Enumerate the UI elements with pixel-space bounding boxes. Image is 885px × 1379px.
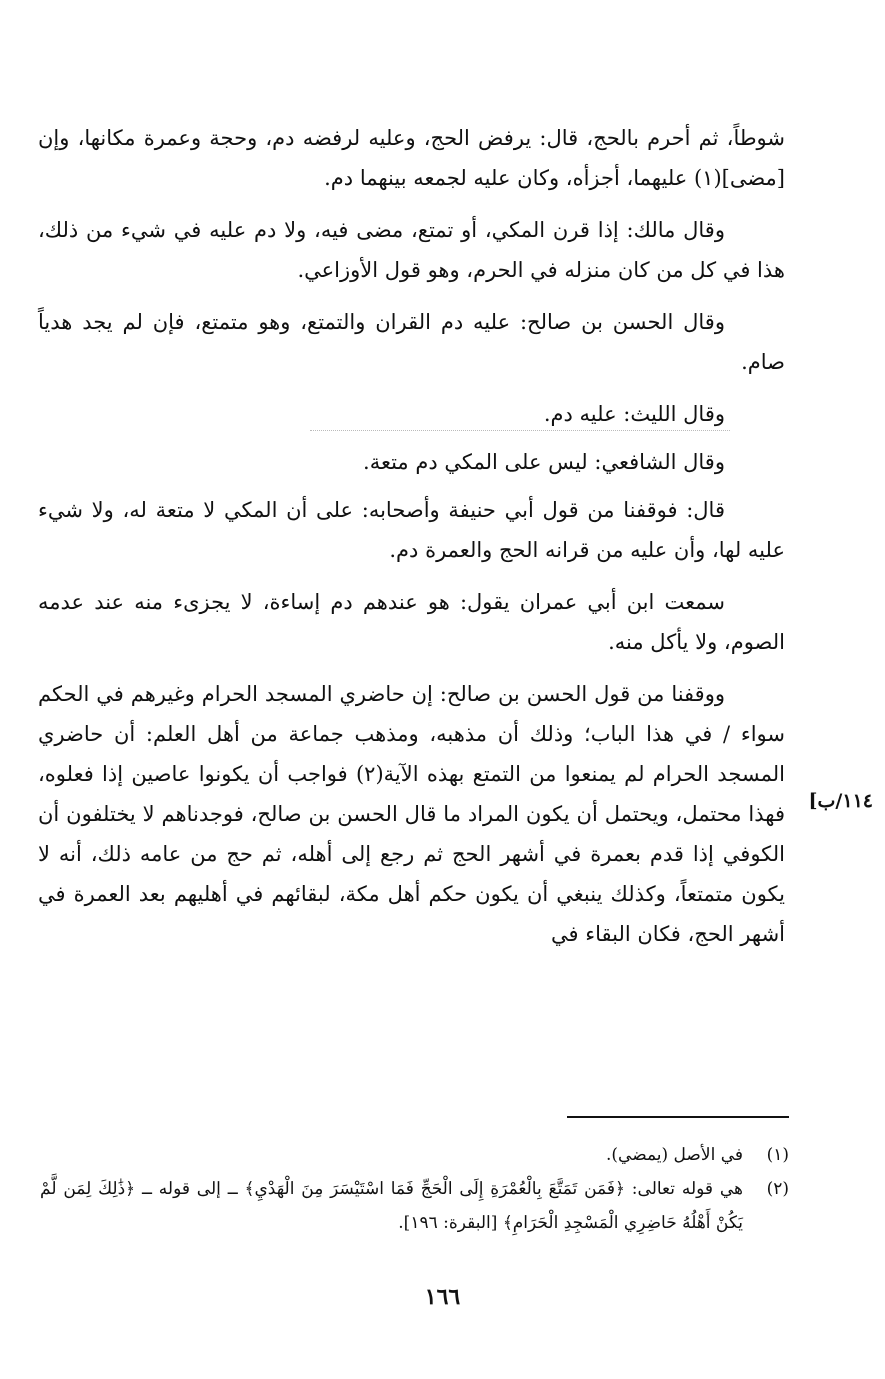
- footnote-separator: [567, 1116, 789, 1118]
- footnote-2: [40, 1172, 789, 1240]
- main-text: [38, 118, 785, 966]
- margin-folio-note: ١١٤/ب]: [808, 790, 873, 812]
- paragraph-5: وقال الشافعي: ليس على المكي دم متعة.: [363, 450, 725, 474]
- paragraph-7: سمعت ابن أبي عمران يقول: هو عندهم دم إساءة، لا يجزىء منه عند عدمه الصوم، ولا يأكل منه.: [38, 590, 785, 654]
- footnote-text: هي قوله تعالى: ﴿فَمَن تَمَتَّعَ بِالْعُمْرَةِ إِلَى الْحَجِّ فَمَا اسْتَيْسَرَ مِنَ الْهَدْيِ﴾ ــ إلى قوله ــ ﴿ذَٰلِكَ لِمَن لَّمْ يَكُنْ أَهْلُهُ حَاضِرِي الْمَسْجِدِ الْحَرَامِ﴾ [البقرة: ١٩٦].: [40, 1179, 743, 1233]
- faint-dotted-line: [310, 430, 730, 433]
- paragraph-6: قال: فوقفنا من قول أبي حنيفة وأصحابه: على أن المكي لا متعة له، ولا شيء عليه لها، وأن عليه من قرانه الحج والعمرة دم.: [38, 498, 785, 562]
- paragraph-8: ووقفنا من قول الحسن بن صالح: إن حاضري المسجد الحرام وغيرهم في الحكم سواء / في هذا الباب؛ وذلك أن مذهبه، ومذهب جماعة من أهل العلم: أن حاضري المسجد الحرام لم يمنعوا من التمتع بهذه الآية(٢) فواجب أن يكونوا عاصين إذا فعلوه، فهذا محتمل، ويحتمل أن يكون المراد ما قال الحسن بن صالح، فوجدناهم لا يختلفون أن الكوفي إذا قدم بعمرة في أشهر الحج ثم رجع إلى أهله، ثم حج من عامه ذلك، أنه لا يكون متمتعاً، وكذلك ينبغي أن يكون حكم أهل مكة، لبقائهم في أهليهم بعد العمرة في أشهر الحج، فكان البقاء في: [38, 682, 785, 946]
- footnote-number: (١): [766, 1145, 789, 1165]
- paragraph-2: وقال مالك: إذا قرن المكي، أو تمتع، مضى فيه، ولا دم عليه في شيء من ذلك، هذا في كل من كان منزله في الحرم، وهو قول الأوزاعي.: [38, 218, 785, 282]
- paragraph-1: شوطاً، ثم أحرم بالحج، قال: يرفض الحج، وعليه لرفضه دم، وحجة وعمرة مكانها، وإن [مضى](١) عليهما، أجزأه، وكان عليه لجمعه بينهما دم.: [38, 126, 785, 190]
- footnote-text: في الأصل (يمضي).: [606, 1145, 743, 1165]
- footnote-number: (٢): [766, 1179, 789, 1199]
- page-number: ١٦٦: [424, 1284, 461, 1310]
- footnotes: [40, 1138, 789, 1240]
- paragraph-3: وقال الحسن بن صالح: عليه دم القران والتمتع، وهو متمتع، فإن لم يجد هدياً صام.: [38, 310, 785, 374]
- footnote-1: [40, 1138, 789, 1172]
- paragraph-4: وقال الليث: عليه دم.: [543, 402, 725, 426]
